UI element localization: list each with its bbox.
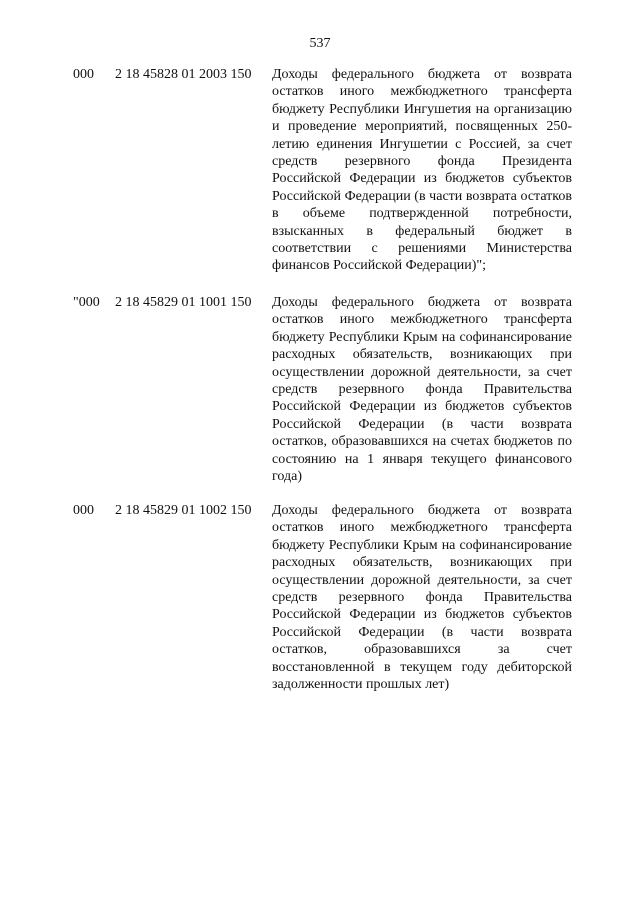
admin-code: 000 [73,67,94,82]
budget-classification-code: 2 18 45829 01 1001 150 [115,295,252,310]
entry-description: Доходы федерального бюджета от возврата остатков иного межбюджетного трансферта бюджету Республики Крым на софинансирование расходных обязательств, возникающих при осуществлении дорожной деятельности, за счет средств резервного фонда Правительства Российской Федерации из бюджетов субъектов Российской Федерации (в части возврата остатков, образовавшихся на счетах бюджетов по состоянию на 1 января текущего финансового года) [272,295,572,485]
budget-classification-code: 2 18 45829 01 1002 150 [115,503,252,518]
page-number: 537 [309,36,331,51]
admin-code: "000 [73,295,100,310]
entry-description: Доходы федерального бюджета от возврата остатков иного межбюджетного трансферта бюджету Республики Крым на софинансирование расходных обязательств, возникающих при осуществлении дорожной деятельности, за счет средств резервного фонда Правительства Российской Федерации из бюджетов субъектов Российской Федерации (в части возврата остатков, образовавшихся за счет восстановленной в текущем году дебиторской задолженности прошлых лет) [272,503,572,693]
entry-description: Доходы федерального бюджета от возврата остатков иного межбюджетного трансферта бюджету Республики Ингушетия на организацию и проведение мероприятий, посвященных 250-летию единения Ингушетии с Россией, за счет средств резервного фонда Президента Российской Федерации из бюджетов субъектов Российской Федерации (в части возврата остатков в объеме подтвержденной потребности, взысканных в федеральный бюджет в соответствии с решениями Министерства финансов Российской Федерации)"; [272,67,572,274]
admin-code: 000 [73,503,94,518]
budget-classification-code: 2 18 45828 01 2003 150 [115,67,252,82]
